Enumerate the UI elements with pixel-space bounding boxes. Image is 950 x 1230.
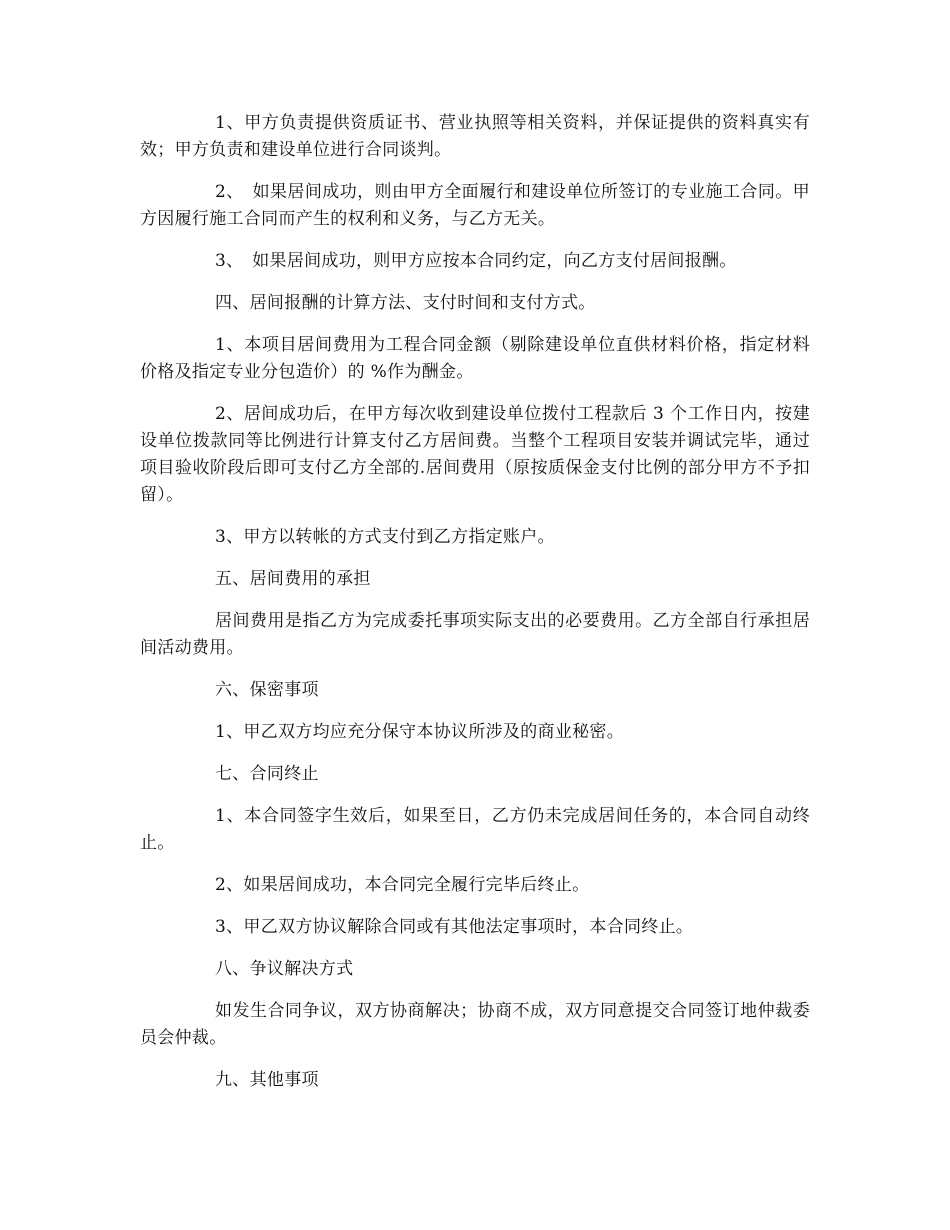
clause-paragraph: 2、如果居间成功，本合同完全履行完毕后终止。 bbox=[215, 875, 590, 895]
section-heading: 七、合同终止 bbox=[215, 764, 319, 784]
section-heading: 六、保密事项 bbox=[215, 680, 319, 700]
document-body bbox=[140, 110, 810, 1109]
section-heading: 九、其他事项 bbox=[215, 1070, 319, 1090]
clause-paragraph: 1、本合同签字生效后，如果至日，乙方仍未完成居间任务的，本合同自动终止。 bbox=[140, 806, 810, 853]
clause-paragraph: 3、 如果居间成功，则甲方应按本合同约定，向乙方支付居间报酬。 bbox=[215, 251, 737, 271]
clause-paragraph: 1、甲方负责提供资质证书、营业执照等相关资料，并保证提供的资料真实有效；甲方负责和建设单位进行合同谈判。 bbox=[140, 113, 810, 160]
clause-paragraph: 如发生合同争议，双方协商解决；协商不成，双方同意提交合同签订地仲裁委员会仲裁。 bbox=[140, 1001, 810, 1048]
clause-paragraph: 2、居间成功后，在甲方每次收到建设单位拨付工程款后 3 个工作日内，按建设单位拨款同等比例进行计算支付乙方居间费。当整个工程项目安装并调试完毕，通过项目验收阶段后即可支付乙方全部的.居间费用（原按质保金支付比例的部分甲方不予扣留）。 bbox=[140, 404, 810, 505]
clause-paragraph: 2、 如果居间成功，则由甲方全面履行和建设单位所签订的专业施工合同。甲方因履行施工合同而产生的权利和义务，与乙方无关。 bbox=[140, 182, 810, 229]
section-heading: 四、居间报酬的计算方法、支付时间和支付方式。 bbox=[215, 293, 596, 313]
clause-paragraph: 1、本项目居间费用为工程合同金额（剔除建设单位直供材料价格，指定材料价格及指定专业分包造价）的 %作为酬金。 bbox=[140, 335, 810, 382]
clause-paragraph: 居间费用是指乙方为完成委托事项实际支出的必要费用。乙方全部自行承担居间活动费用。 bbox=[140, 611, 810, 658]
clause-paragraph: 1、甲乙双方均应充分保守本协议所涉及的商业秘密。 bbox=[215, 722, 625, 742]
section-heading: 八、争议解决方式 bbox=[215, 959, 354, 979]
clause-paragraph: 3、甲乙双方协议解除合同或有其他法定事项时，本合同终止。 bbox=[215, 917, 694, 937]
clause-paragraph: 3、甲方以转帐的方式支付到乙方指定账户。 bbox=[215, 527, 555, 547]
section-heading: 五、居间费用的承担 bbox=[215, 569, 371, 589]
